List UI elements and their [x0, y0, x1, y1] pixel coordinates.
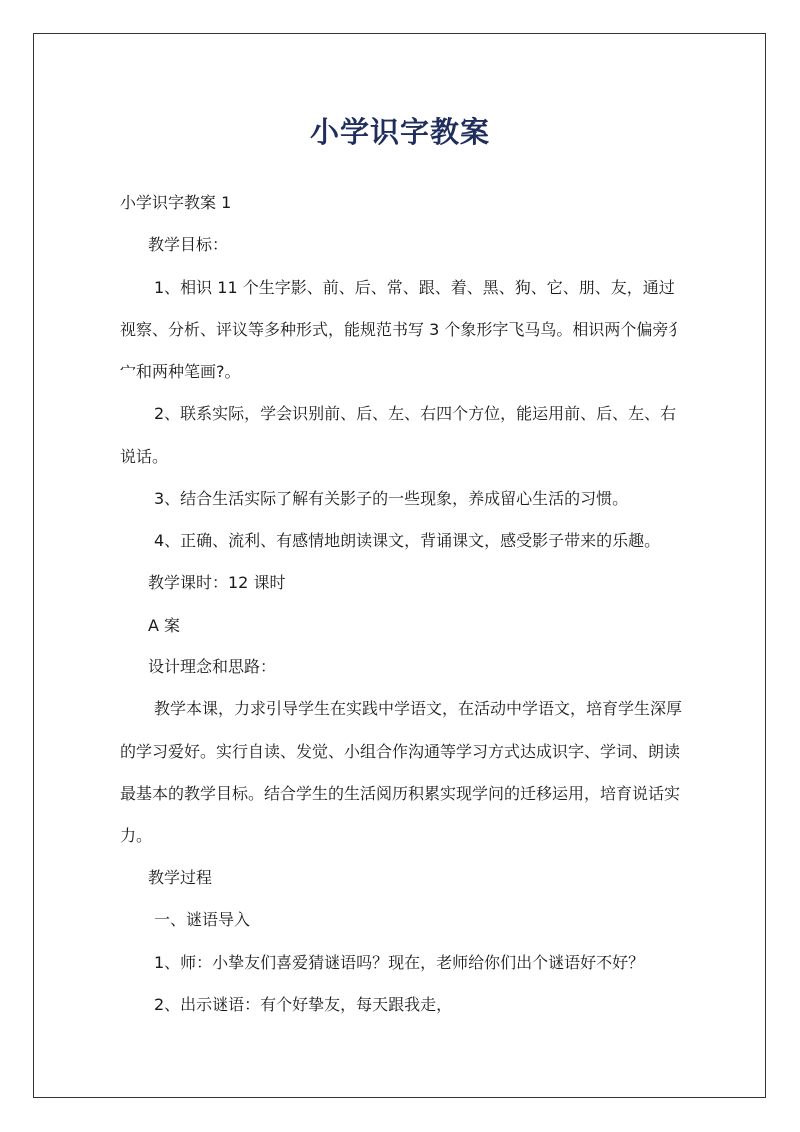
paragraph-line: 教学本课，力求引导学生在实践中学语文，在活动中学语文，培育学生深厚 [154, 699, 683, 718]
document-title: 小学识字教案 [309, 115, 490, 149]
paragraph-line: 2、出示谜语：有个好挚友，每天跟我走， [154, 995, 453, 1014]
paragraph-line: 教学目标： [148, 235, 229, 254]
paragraph-line: A 案 [148, 616, 181, 635]
paragraph-line: 4、正确、流利、有感情地朗读课文，背诵课文，感受影子带来的乐趣。 [154, 531, 661, 550]
paragraph-line: 说话。 [120, 447, 169, 466]
paragraph-line: 的学习爱好。实行自读、发觉、小组合作沟通等学习方式达成识字、学词、朗读 [120, 742, 681, 761]
paragraph-line: 教学过程 [148, 868, 213, 887]
paragraph-line: 设计理念和思路： [148, 657, 277, 676]
paragraph-line: 教学课时：12 课时 [148, 573, 286, 592]
paragraph-line: 1、相识 11 个生字影、前、后、常、跟、着、黑、狗、它、朋、友，通过 [154, 278, 675, 297]
paragraph-line: 2、联系实际，学会识别前、后、左、右四个方位，能运用前、后、左、右 [154, 404, 677, 423]
paragraph-line: 1、师：小挚友们喜爱猜谜语吗？现在，老师给你们出个谜语好不好？ [154, 953, 645, 972]
paragraph-line: 视察、分析、评议等多种形式，能规范书写 3 个象形字飞马鸟。相识两个偏旁犭 [120, 320, 685, 339]
paragraph-line: 3、结合生活实际了解有关影子的一些现象，养成留心生活的习惯。 [154, 489, 629, 508]
paragraph-line: 力。 [120, 826, 153, 845]
paragraph-line: 最基本的教学目标。结合学生的生活阅历积累实现学问的迁移运用，培育说话实 [120, 784, 681, 803]
paragraph-line: 一、谜语导入 [154, 910, 251, 929]
paragraph-line: 宀和两种笔画?。 [120, 362, 241, 381]
section-heading: 小学识字教案 1 [120, 193, 232, 212]
